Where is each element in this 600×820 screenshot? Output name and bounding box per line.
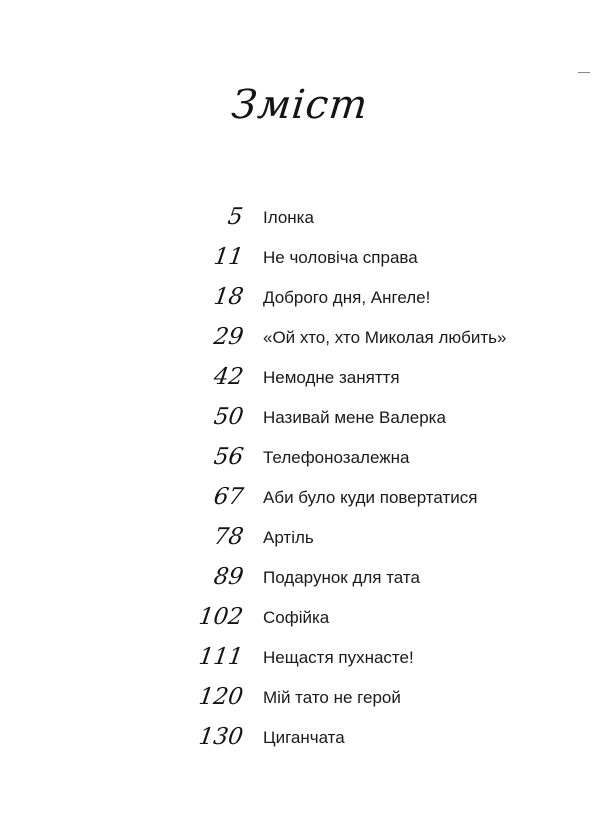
toc-chapter-title: Циганчата [263, 728, 345, 747]
toc-page-number: 111 [197, 644, 245, 670]
toc-page-number: 42 [211, 364, 245, 390]
toc-page-number: 18 [211, 284, 245, 310]
toc-page-number: 29 [211, 324, 245, 350]
toc-page-number: 67 [211, 484, 245, 510]
toc-chapter-title: Називай мене Валерка [263, 408, 446, 427]
toc-chapter-title: Немодне заняття [263, 368, 400, 387]
toc-entry [0, 600, 600, 640]
toc-chapter-title: Нещастя пухнасте! [263, 648, 414, 667]
toc-entry [0, 520, 600, 560]
toc-page-number: 120 [197, 684, 245, 710]
toc-chapter-title: Артіль [263, 528, 314, 547]
toc-chapter-title: Софійка [263, 608, 330, 627]
toc-chapter-title: Не чоловіча справа [263, 248, 418, 267]
toc-entry [0, 640, 600, 680]
toc-entry [0, 280, 600, 320]
toc-chapter-title: Мій тато не герой [263, 688, 401, 707]
toc-entry [0, 360, 600, 400]
toc-page-number: 78 [211, 524, 245, 550]
toc-entry [0, 440, 600, 480]
toc-chapter-title: Телефонозалежна [263, 448, 410, 467]
toc-page-number: 5 [226, 204, 245, 230]
toc-entry [0, 200, 600, 240]
toc-page-number: 50 [211, 404, 245, 430]
page-title: Зміст [229, 82, 371, 128]
toc-entry [0, 400, 600, 440]
toc-page-number: 56 [211, 444, 245, 470]
toc-page-number: 11 [211, 244, 245, 270]
toc-page-number: 130 [197, 724, 245, 750]
toc-page-number: 102 [197, 604, 245, 630]
toc-chapter-title: Подарунок для тата [263, 568, 420, 587]
toc-page-number: 89 [211, 564, 245, 590]
toc-entry [0, 680, 600, 720]
toc-chapter-title: «Ой хто, хто Миколая любить» [263, 328, 507, 347]
toc-entry [0, 480, 600, 520]
toc-entry [0, 320, 600, 360]
toc-entry [0, 560, 600, 600]
toc-entry [0, 240, 600, 280]
toc-entry [0, 720, 600, 760]
scan-mark [578, 72, 590, 73]
toc-chapter-title: Доброго дня, Ангеле! [263, 288, 431, 307]
toc-chapter-title: Аби було куди повертатися [263, 488, 478, 507]
toc-chapter-title: Ілонка [263, 208, 314, 227]
